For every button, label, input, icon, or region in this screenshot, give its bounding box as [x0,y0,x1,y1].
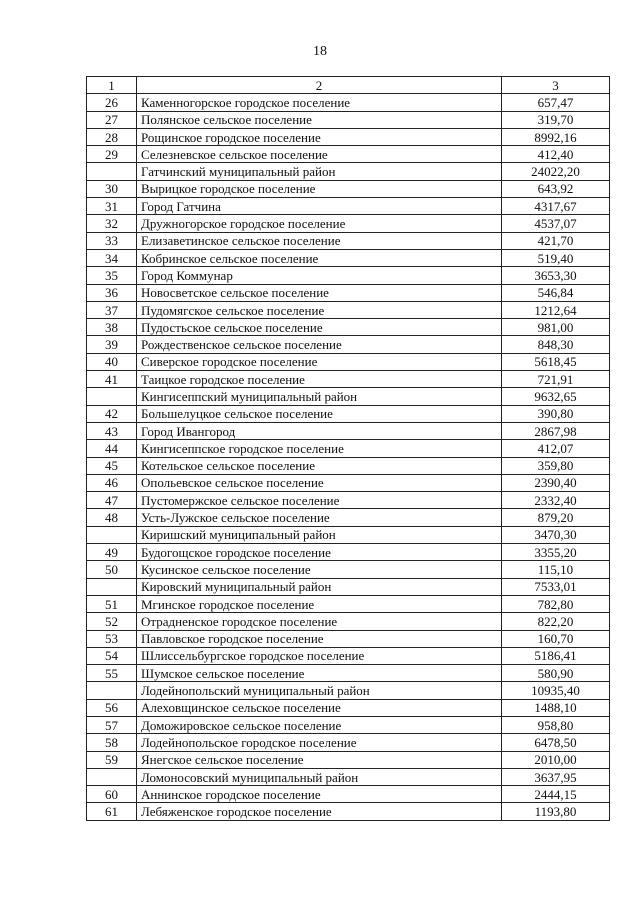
value-cell: 421,70 [502,232,610,249]
table-row [87,786,610,803]
row-number-cell: 36 [87,284,137,301]
row-number-cell [87,682,137,699]
settlements-table [86,76,610,821]
value-cell: 546,84 [502,284,610,301]
row-number-cell: 27 [87,111,137,128]
value-cell: 359,80 [502,457,610,474]
settlement-name-cell: Кингисеппское городское поселение [137,440,502,457]
settlement-name-cell: Селезневское сельское поселение [137,146,502,163]
table-row-district [87,526,610,543]
row-number-cell: 40 [87,353,137,370]
settlement-name-cell: Ломоносовский муниципальный район [137,768,502,785]
value-cell: 412,40 [502,146,610,163]
column-header-name: 2 [137,77,502,94]
table-row [87,180,610,197]
column-header-number: 1 [87,77,137,94]
settlement-name-cell: Каменногорское городское поселение [137,94,502,111]
settlement-name-cell: Город Гатчина [137,198,502,215]
value-cell: 412,07 [502,440,610,457]
value-cell: 519,40 [502,249,610,266]
row-number-cell: 53 [87,630,137,647]
value-cell: 5618,45 [502,353,610,370]
row-number-cell: 43 [87,422,137,439]
settlement-name-cell: Гатчинский муниципальный район [137,163,502,180]
row-number-cell: 32 [87,215,137,232]
row-number-cell: 31 [87,198,137,215]
table-row [87,751,610,768]
settlement-name-cell: Аннинское городское поселение [137,786,502,803]
settlement-name-cell: Будогощское городское поселение [137,544,502,561]
value-cell: 3637,95 [502,768,610,785]
value-cell: 958,80 [502,716,610,733]
row-number-cell [87,526,137,543]
settlement-name-cell: Большелуцкое сельское поселение [137,405,502,422]
table-row-district [87,163,610,180]
table-row [87,440,610,457]
settlement-name-cell: Город Ивангород [137,422,502,439]
value-cell: 4317,67 [502,198,610,215]
table-row [87,353,610,370]
value-cell: 2444,15 [502,786,610,803]
row-number-cell: 55 [87,665,137,682]
row-number-cell: 29 [87,146,137,163]
value-cell: 8992,16 [502,128,610,145]
table-row [87,215,610,232]
settlement-name-cell: Кобринское сельское поселение [137,249,502,266]
table-row [87,284,610,301]
value-cell: 24022,20 [502,163,610,180]
row-number-cell: 47 [87,492,137,509]
settlement-name-cell: Лодейнопольское городское поселение [137,734,502,751]
value-cell: 3653,30 [502,267,610,284]
table-row [87,716,610,733]
row-number-cell: 54 [87,647,137,664]
settlement-name-cell: Новосветское сельское поселение [137,284,502,301]
settlement-name-cell: Пудостьское сельское поселение [137,319,502,336]
row-number-cell: 35 [87,267,137,284]
value-cell: 390,80 [502,405,610,422]
value-cell: 4537,07 [502,215,610,232]
settlement-name-cell: Шумское сельское поселение [137,665,502,682]
settlement-name-cell: Лебяженское городское поселение [137,803,502,820]
table-row-district [87,388,610,405]
row-number-cell: 61 [87,803,137,820]
row-number-cell: 28 [87,128,137,145]
settlement-name-cell: Усть-Лужское сельское поселение [137,509,502,526]
value-cell: 782,80 [502,595,610,612]
settlement-name-cell: Киришский муниципальный район [137,526,502,543]
table-row [87,734,610,751]
value-cell: 2332,40 [502,492,610,509]
row-number-cell: 30 [87,180,137,197]
settlement-name-cell: Опольевское сельское поселение [137,474,502,491]
value-cell: 848,30 [502,336,610,353]
value-cell: 1212,64 [502,301,610,318]
value-cell: 115,10 [502,561,610,578]
row-number-cell: 49 [87,544,137,561]
table-row-district [87,768,610,785]
row-number-cell: 59 [87,751,137,768]
table-row [87,232,610,249]
row-number-cell: 38 [87,319,137,336]
table-row [87,699,610,716]
value-cell: 822,20 [502,613,610,630]
value-cell: 2010,00 [502,751,610,768]
table-row [87,301,610,318]
settlement-name-cell: Доможировское сельское поселение [137,716,502,733]
row-number-cell [87,163,137,180]
row-number-cell: 46 [87,474,137,491]
settlement-name-cell: Вырицкое городское поселение [137,180,502,197]
row-number-cell: 48 [87,509,137,526]
row-number-cell: 51 [87,595,137,612]
table-row [87,630,610,647]
settlement-name-cell: Шлиссельбургское городское поселение [137,647,502,664]
value-cell: 721,91 [502,371,610,388]
table-row [87,647,610,664]
table-row [87,422,610,439]
table-row [87,544,610,561]
settlement-name-cell: Мгинское городское поселение [137,595,502,612]
settlement-name-cell: Кировский муниципальный район [137,578,502,595]
table-header-row [87,77,610,94]
value-cell: 9632,65 [502,388,610,405]
settlement-name-cell: Янегское сельское поселение [137,751,502,768]
value-cell: 580,90 [502,665,610,682]
row-number-cell: 56 [87,699,137,716]
table-row [87,336,610,353]
settlement-name-cell: Алеховщинское сельское поселение [137,699,502,716]
row-number-cell [87,388,137,405]
page-number: 18 [313,44,327,59]
table-row [87,371,610,388]
settlement-name-cell: Рождественское сельское поселение [137,336,502,353]
table-row [87,613,610,630]
table-row [87,457,610,474]
table-row [87,405,610,422]
row-number-cell: 58 [87,734,137,751]
settlement-name-cell: Рощинское городское поселение [137,128,502,145]
value-cell: 3355,20 [502,544,610,561]
settlement-name-cell: Таицкое городское поселение [137,371,502,388]
row-number-cell [87,768,137,785]
row-number-cell: 33 [87,232,137,249]
table-row-district [87,578,610,595]
settlement-name-cell: Павловское городское поселение [137,630,502,647]
row-number-cell: 57 [87,716,137,733]
table-row [87,94,610,111]
row-number-cell: 41 [87,371,137,388]
row-number-cell: 37 [87,301,137,318]
value-cell: 981,00 [502,319,610,336]
value-cell: 10935,40 [502,682,610,699]
value-cell: 3470,30 [502,526,610,543]
settlement-name-cell: Полянское сельское поселение [137,111,502,128]
table-row [87,509,610,526]
value-cell: 643,92 [502,180,610,197]
value-cell: 2390,40 [502,474,610,491]
value-cell: 1488,10 [502,699,610,716]
row-number-cell: 26 [87,94,137,111]
table-row [87,198,610,215]
value-cell: 2867,98 [502,422,610,439]
row-number-cell: 50 [87,561,137,578]
table-row [87,665,610,682]
value-cell: 6478,50 [502,734,610,751]
table-row [87,474,610,491]
table-row [87,803,610,820]
settlement-name-cell: Город Коммунар [137,267,502,284]
value-cell: 160,70 [502,630,610,647]
row-number-cell: 60 [87,786,137,803]
value-cell: 657,47 [502,94,610,111]
row-number-cell: 34 [87,249,137,266]
table-row [87,492,610,509]
row-number-cell [87,578,137,595]
table-row [87,561,610,578]
settlement-name-cell: Лодейнопольский муниципальный район [137,682,502,699]
settlement-name-cell: Пустомержское сельское поселение [137,492,502,509]
row-number-cell: 52 [87,613,137,630]
value-cell: 1193,80 [502,803,610,820]
row-number-cell: 39 [87,336,137,353]
row-number-cell: 42 [87,405,137,422]
settlement-name-cell: Кингисеппский муниципальный район [137,388,502,405]
value-cell: 319,70 [502,111,610,128]
table-row-district [87,682,610,699]
row-number-cell: 45 [87,457,137,474]
settlement-name-cell: Пудомягское сельское поселение [137,301,502,318]
row-number-cell: 44 [87,440,137,457]
table-row [87,267,610,284]
table-row [87,128,610,145]
table-row [87,249,610,266]
table-row [87,111,610,128]
table-row [87,146,610,163]
column-header-value: 3 [502,77,610,94]
value-cell: 5186,41 [502,647,610,664]
table-row [87,595,610,612]
value-cell: 7533,01 [502,578,610,595]
settlement-name-cell: Елизаветинское сельское поселение [137,232,502,249]
table-row [87,319,610,336]
settlement-name-cell: Кусинское сельское поселение [137,561,502,578]
value-cell: 879,20 [502,509,610,526]
settlement-name-cell: Сиверское городское поселение [137,353,502,370]
settlement-name-cell: Дружногорское городское поселение [137,215,502,232]
settlement-name-cell: Отрадненское городское поселение [137,613,502,630]
settlement-name-cell: Котельское сельское поселение [137,457,502,474]
